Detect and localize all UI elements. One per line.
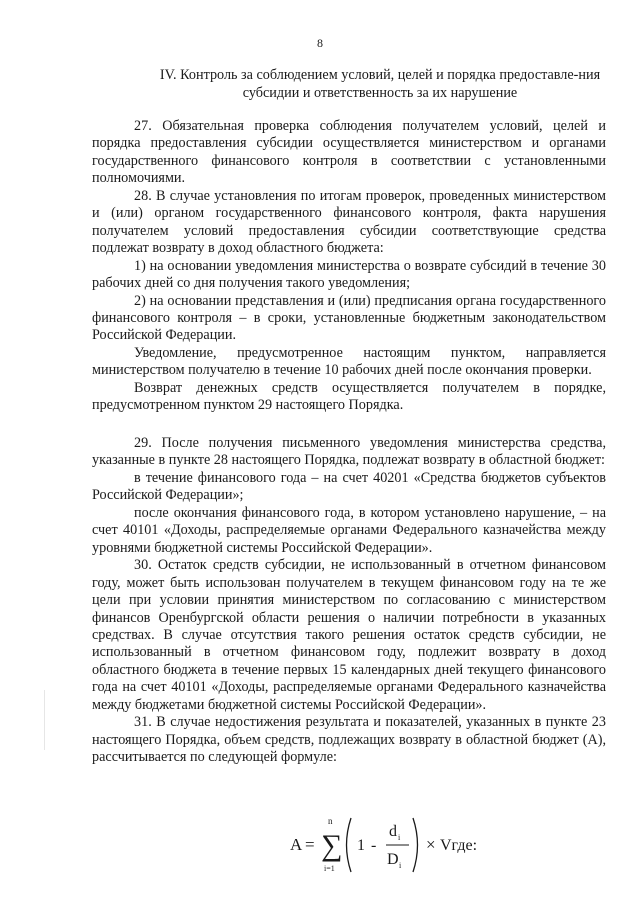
right-paren [413, 818, 418, 872]
formula-upper-limit: n [328, 816, 333, 826]
paragraph-30: 30. Остаток средств субсидии, не использованный в отчетном финансовом году, может быть использован получателем в текущем финансовом году на те же цели при условии принятия министерством по согласованию с министерством финансов Оренбургской области решения о наличии потребности в указанных средствах. В случае отсутствия такого решения остаток средств субсидии, не использованный в отчетном финансовом году, подлежит возврату в доход областного бюджета в течение первых 15 календарных дней текущего финансового года на счет 40101 «Доходы, распределяемые органами Федерального казначейства между бюджетами бюджетной системы Российской Федерации». [92, 557, 606, 713]
formula-rhs: Vгде: [440, 837, 478, 854]
paragraph-29-after-year: после окончания финансового года, в котором установлено нарушение, – на счет 40101 «Доходы, распределяемые органами Федерального казначейства между уровнями бюджетной системы Российской Федерации». [92, 504, 606, 556]
paragraph-29: 29. После получения письменного уведомления министерства средства, указанные в пункте 28 настоящего Порядка, подлежат возврату в областной бюджет: [92, 435, 606, 469]
paragraph-28-notice: Уведомление, предусмотренное настоящим пунктом, направляется министерством получателю в течение 10 рабочих дней после окончания проверки. [92, 344, 606, 379]
left-paren [347, 818, 352, 872]
paragraph-28-item-1: 1) на основании уведомления министерства о возврате субсидий в течение 30 рабочих дней со дня получения такого уведомления; [92, 257, 606, 292]
formula-equals: = [305, 835, 315, 854]
formula-numerator-subscript: i [398, 833, 401, 842]
formula-denominator: D [387, 851, 399, 868]
formula-lower-limit: i=1 [324, 864, 335, 873]
paragraph-28-return: Возврат денежных средств осуществляется получателем в порядке, предусмотренном пунктом 29 настоящего Порядка. [92, 379, 606, 414]
paragraph-29-current-year: в течение финансового года – на счет 40201 «Средства бюджетов субъектов Российской Федерации»; [92, 469, 606, 504]
paragraph-27: 27. Обязательная проверка соблюдения получателем условий, целей и порядка предоставления субсидии осуществляется министерством и органами государственного финансового контроля в соответствии с установленными полномочиями. [92, 118, 606, 187]
paragraph-28-item-2: 2) на основании представления и (или) предписания органа государственного финансового контроля – в сроки, установленные бюджетным законодательством Российской Федерации. [92, 292, 606, 344]
formula-denominator-subscript: i [399, 861, 402, 870]
formula-one: 1 [357, 837, 365, 854]
formula-sigma: ∑ [321, 829, 343, 862]
section-heading: IV. Контроль за соблюдением условий, целей и порядка предоставле-ния субсидии и ответственность за их нарушение [159, 67, 601, 101]
formula-times: × [426, 835, 436, 854]
formula-lhs: A [290, 835, 303, 854]
paragraph-28: 28. В случае установления по итогам проверок, проведенных министерством и (или) органом государственного финансового контроля, факта нарушения получателем условий предоставления субсидии соответствующие средства подлежат возврату в доход областного бюджета: [92, 187, 606, 257]
body-block-1 [92, 118, 606, 415]
return-amount-formula [290, 810, 480, 876]
body-block-2 [92, 435, 606, 767]
scan-margin-mark [44, 690, 45, 750]
formula-numerator: d [389, 823, 397, 840]
formula-minus: - [371, 837, 377, 854]
paragraph-31: 31. В случае недостижения результата и показателей, указанных в пункте 23 настоящего Порядка, объем средств, подлежащих возврату в областной бюджет (А), рассчитывается по следующей формуле: [92, 714, 606, 766]
page-number: 8 [317, 36, 323, 50]
